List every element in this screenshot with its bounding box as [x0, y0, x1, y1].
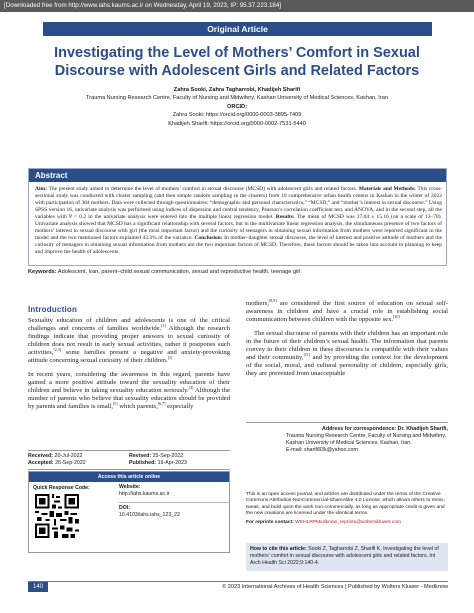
- citation-ref[interactable]: [11]: [303, 352, 311, 358]
- keywords: [28, 268, 447, 276]
- left-column: [28, 305, 230, 418]
- website-label: Website:: [119, 484, 141, 490]
- revised-date: [129, 453, 230, 460]
- text-run: are considered the first source of education on sexual self-awareness in children and have a crucial role in establishing social communication between children with the opposite sex.: [246, 300, 448, 324]
- intro-paragraph: [246, 330, 448, 378]
- date-value: 26-Sep-2022: [55, 460, 86, 466]
- article-dates: [28, 450, 230, 470]
- date-row: [28, 460, 230, 467]
- reprints-label: For reprints contact:: [246, 520, 294, 526]
- access-online-box: [28, 471, 230, 553]
- cite-label: How to cite this article:: [250, 546, 307, 552]
- orcid-link[interactable]: Khadijeh Sharifi: https://orcid.org/0000-0002-7531-5440: [168, 120, 306, 127]
- citation-ref[interactable]: [2,3]: [53, 347, 62, 352]
- accepted-date: [28, 460, 129, 467]
- date-label: Published:: [129, 460, 157, 466]
- author-affiliation: Trauma Nursing Research Centre, Faculty of Nursing and Midwifery, Kashan University of Medical Sciences, Kashan, Iran: [86, 95, 388, 102]
- abstract-text: [35, 186, 442, 256]
- text-run: The sexual discourse of parents with their children has an important role in the future of their children’s sexual health. The information that parents convey to their children in these discourses is compatible with their values and their community,: [246, 330, 448, 362]
- citation-ref[interactable]: [5]: [112, 401, 118, 407]
- reprints-line: [246, 520, 448, 526]
- text-run: Sexuality education of children and adolescents is one of the critical challenges and concerns of families worldwide.: [28, 317, 230, 333]
- cite-text: Sooki Z, Tagharrobi Z, Sharifi K. Investigating the level of mothers’ comfort in sexual discourse with adolescent girls and related factors. Int Arch Health Sci 2022;9:140-4.: [250, 546, 439, 566]
- date-value: 25-Sep-2022: [152, 453, 184, 459]
- intro-paragraph: [246, 297, 448, 324]
- published-date: [129, 460, 230, 467]
- how-to-cite-box: [246, 543, 448, 571]
- qr-label: Quick Response Code:: [33, 485, 90, 491]
- citation-ref[interactable]: [4]: [188, 385, 194, 391]
- access-heading: Access this article online: [29, 472, 229, 482]
- author-block: [40, 86, 434, 128]
- correspondence-block: [246, 422, 448, 454]
- text-run: which parents,: [117, 403, 158, 411]
- intro-paragraph: [28, 317, 230, 365]
- text-run: Although the research findings indicate that providing proper answers to sexual curiosity of children does not result in early sexual activities, rather it postpones such activities,: [28, 325, 230, 357]
- abstract-box: [28, 168, 447, 266]
- correspondence-email[interactable]: E-mail: sharifi83k@yahoo.com: [286, 447, 358, 453]
- abstract-aim-label: Aim:: [35, 186, 47, 192]
- abstract-methods: This cross-sectional study was conducted with cluster sampling (and then simple random sampling in the clusters) from 10 comprehensive urban health centers in Kashan in the winter of 2022 with participation of 384 mothers. Data were collected through questionnaires: “demographic and personal characteristics,” “MCSD,” and “mother’s interest in sexual discourse.” Using SPSS version 16, univariate analysis was performed using indices of dispersion and central tendency, Pearson’s correlation coefficient test, and ANOVA, and in the second step, all the variables with P < 0.2 in the univariate analysis were entered into the multiple linear regression model.: [35, 186, 442, 221]
- license-text: This is an open access journal, and articles are distributed under the terms of the Creative Commons Attribution-NonCommercial-ShareAlike 4.0 License, which allows others to remix, tweak, and build upon the work non-commercially, as long as appropriate credit is given and the new creations are licensed under the identical terms.: [246, 492, 445, 516]
- abstract-results-label: Results:: [275, 214, 295, 221]
- citation-ref[interactable]: [1]: [161, 322, 166, 328]
- website-link[interactable]: http://iahs.kaums.ac.ir: [119, 491, 170, 497]
- abstract-heading: Abstract: [29, 169, 446, 182]
- correspondence-address: Trauma Nursing Research Centre, Faculty of Nursing and Midwifery, Kashan University of Medical Sciences, Kashan, Iran.: [286, 433, 447, 446]
- license-notice: [246, 492, 448, 526]
- date-label: Revised:: [129, 453, 152, 459]
- article-title: Investigating the Level of Mothers’ Comfort in Sexual Discourse with Adolescent Girls and Related Factors: [54, 45, 420, 79]
- text-run: Although the number of parents who believe that sexuality education should be provided by parents and families is small,: [28, 387, 230, 411]
- citation-ref[interactable]: [1]: [167, 355, 173, 361]
- doi-link[interactable]: 10.4103/iahs.iahs_123_22: [119, 512, 180, 518]
- introduction-heading: Introduction: [28, 305, 78, 314]
- text-run: and by providing the context for the development of the social, moral, and cultural personality of children, especially girls, they are prevented from unacceptable: [246, 354, 448, 378]
- abstract-results: The mean of MCSD was 37.04 ± 15.16 (on a scale of 13–78). Univariate analysis showed that MCSD has a significant relationship with several factors, but in the multivariate linear regression analysis, the simultaneous presence of two factors of mothers’ interest to sexual discourse with girl (the most important factor) and the curiosity of teenagers in obtaining sexual information from mothers were reported significant in the model and the two mentioned factors explained 43.3% of the variance.: [35, 214, 443, 242]
- article-type-banner: Original Article: [43, 22, 432, 36]
- keywords-text: Adolescent, Iran, parent–child sexual communication, sexual and reproductive health, teenage girl: [57, 269, 301, 275]
- abstract-methods-label: Materials and Methods:: [358, 186, 416, 192]
- text-run: In recent years, considering the awareness in this regard, parents have gained a more positive attitude toward the sexuality education of their children and believe in taking sexuality education seriously.: [28, 371, 230, 395]
- date-value: 19-Apr-2023: [157, 460, 188, 466]
- citation-ref[interactable]: [6,7]: [157, 401, 166, 407]
- abstract-aim: The present study aimed to determine the level of mothers’ comfort in sexual discourse (MCSD) with adolescent girls and related factors.: [48, 186, 357, 192]
- date-label: Accepted:: [28, 460, 54, 466]
- page-number: 140: [28, 582, 48, 592]
- doi-label: DOI:: [119, 505, 130, 511]
- date-label: Received:: [28, 453, 54, 459]
- text-run: some families present a negative and anxiety-provoking attitude concerning sexual curiosity of their children.: [28, 349, 230, 365]
- qr-code-icon[interactable]: [35, 494, 79, 538]
- text-run: especially: [165, 403, 194, 411]
- access-details: [119, 484, 229, 519]
- keywords-label: Keywords:: [28, 269, 57, 275]
- orcid-label: ORCID:: [227, 103, 247, 110]
- citation-ref[interactable]: [10]: [393, 313, 400, 319]
- date-row: [28, 453, 230, 460]
- correspondence-heading: Address for correspondence: Dr. Khadijeh Sharifi,: [322, 426, 448, 432]
- reprints-email[interactable]: WKHLRPMedknow_reprints@wolterskluwer.com: [293, 520, 401, 526]
- date-value: 20-Jul-2022: [54, 453, 83, 459]
- abstract-conclusion: In mother–daughter sexual discourse, the level of interest and positive attitude of mothers and the curiosity of teenagers in obtaining sexual information from mothers are the two important factors of MCSD. Therefore, these factors should be taken into account in planning to keep and improve the health of adolescents.: [35, 235, 443, 256]
- orcid-link[interactable]: Zahra Sooki: https://orcid.org/0000-0003-3895-7409: [172, 112, 302, 119]
- download-banner: [Downloaded free from http://www.iahs.kaums.ac.ir on Wednesday, April 19, 2023, IP: 95.37.223.184]: [0, 0, 474, 12]
- abstract-conclusion-label: Conclusion:: [194, 235, 223, 242]
- footer-copyright: © 2023 International Archives of Health Sciences | Published by Wolters Kluwer - Medknow: [222, 584, 448, 590]
- divider: [119, 502, 229, 503]
- intro-paragraph: [28, 371, 230, 411]
- citation-ref[interactable]: [8,9]: [268, 297, 277, 303]
- author-names: Zahra Sooki, Zahra Tagharrobi, Khadijeh Sharifi: [173, 87, 301, 93]
- text-run: mothers,: [246, 300, 269, 307]
- right-column: [246, 297, 448, 384]
- received-date: [28, 453, 129, 460]
